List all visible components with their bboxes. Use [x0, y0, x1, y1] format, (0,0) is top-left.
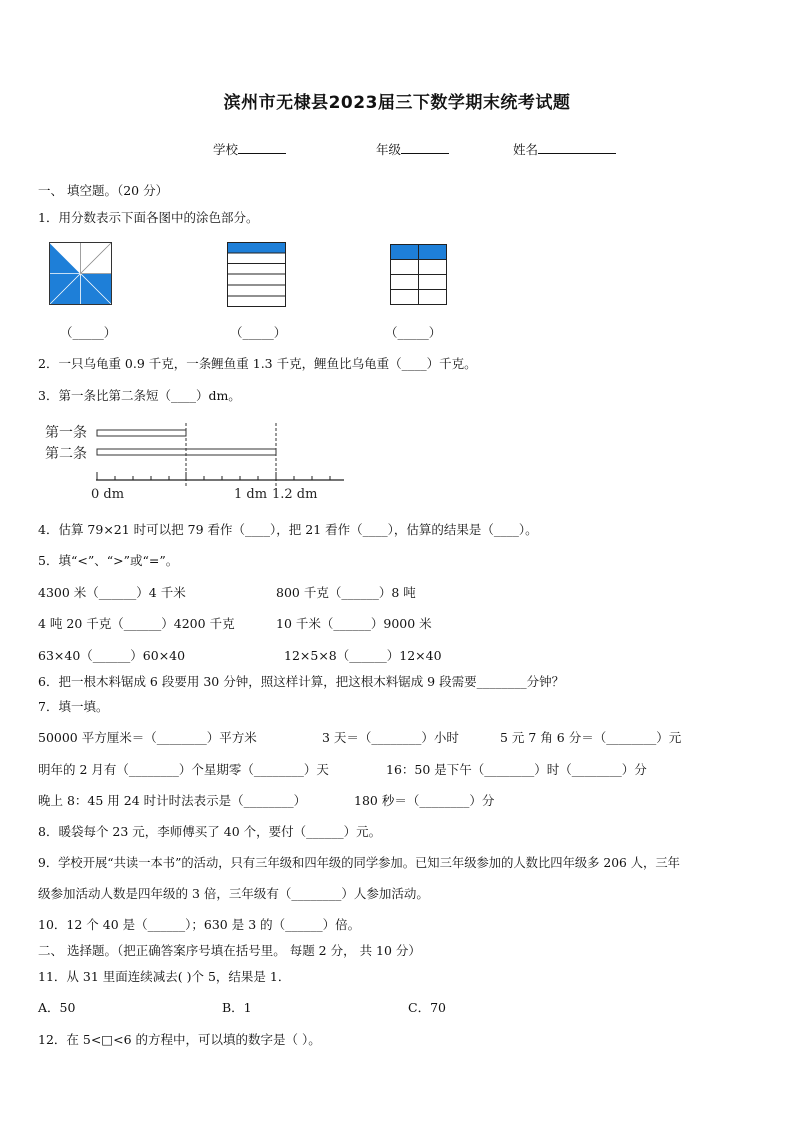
grade-blank — [401, 140, 449, 154]
question-6: 6．把一根木料锯成 6 段要用 30 分钟，照这样计算，把这根木料锯成 9 段需要________分钟？ — [38, 674, 565, 689]
tick-1-2dm: 1.2 dm — [272, 487, 318, 502]
question-7: 7．填一填。 — [38, 699, 109, 714]
name-label: 姓名 — [512, 142, 538, 157]
bar-first — [97, 430, 186, 436]
question-3: 3．第一条比第二条短（____）dm。 — [38, 388, 241, 403]
bar2-label: 第二条 — [45, 446, 87, 462]
question-10: 10．12 个 40 是（______）；630 是 3 的（______）倍。 — [38, 917, 361, 932]
q5-row1-right: 800 千克（______）8 吨 — [276, 585, 416, 600]
name-blank — [538, 140, 616, 154]
q1-figure-1 — [49, 242, 113, 306]
question-5: 5．填“<”、“>”或“=”。 — [38, 553, 179, 568]
question-1: 1．用分数表示下面各图中的涂色部分。 — [38, 210, 259, 225]
page-title: 滨州市无棣县2023届三下数学期末统考试题 — [223, 93, 571, 113]
q1-figure-3 — [390, 244, 448, 306]
q7-row1-b: 3 天＝（________）小时 — [322, 730, 459, 745]
q5-row3-left: 63×40（______）60×40 — [38, 648, 186, 663]
q7-row1-c: 5 元 7 角 6 分＝（________）元 — [500, 730, 682, 745]
question-9-line1: 9．学校开展“共读一本书”的活动，只有三年级和四年级的同学参加。已知三年级参加的人数比四年级多 206 人，三年 — [38, 856, 680, 870]
q7-row2-a: 明年的 2 月有（________）个星期零（________）天 — [38, 762, 329, 777]
q11-option-c: C．70 — [408, 1000, 446, 1015]
q3-bar-figure — [44, 418, 354, 508]
q5-row3-right: 12×5×8（______）12×40 — [284, 648, 442, 663]
shaded-row — [228, 243, 286, 253]
question-4: 4．估算 79×21 时可以把 79 看作（____），把 21 看作（____），估算的结果是（____）。 — [38, 522, 538, 537]
q7-row2-b: 16：50 是下午（________）时（________）分 — [386, 762, 647, 777]
q1-answer-3: （_____） — [385, 325, 442, 340]
q11-option-b: B．1 — [222, 1000, 252, 1015]
q5-row1-left: 4300 米（______）4 千米 — [38, 585, 186, 600]
q1-figure-2 — [227, 242, 287, 308]
tick-1dm: 1 dm — [234, 487, 268, 502]
section1-heading: 一、 填空题。（20 分） — [38, 183, 169, 198]
question-12: 12．在 5<□<6 的方程中，可以填的数字是（ ）。 — [38, 1032, 321, 1047]
question-11: 11．从 31 里面连续减去( )个 5，结果是 1． — [38, 969, 291, 984]
q1-answer-1: （_____） — [60, 325, 117, 340]
question-2: 2．一只乌龟重 0.9 千克，一条鲤鱼重 1.3 千克，鲤鱼比乌龟重（____）千克。 — [38, 356, 477, 371]
q7-row1-a: 50000 平方厘米＝（________）平方米 — [38, 730, 257, 745]
school-blank — [238, 140, 286, 154]
section2-heading: 二、 选择题。（把正确答案序号填在括号里。 每题 2 分， 共 10 分） — [38, 943, 421, 958]
school-label: 学校 — [213, 142, 239, 157]
tick-0dm: 0 dm — [91, 487, 125, 502]
question-8: 8．暖袋每个 23 元，李师傅买了 40 个，要付（______）元。 — [38, 824, 382, 839]
q5-row2-left: 4 吨 20 千克（______）4200 千克 — [38, 616, 235, 631]
q1-answer-2: （_____） — [230, 325, 287, 340]
q7-row3-a: 晚上 8：45 用 24 时计时法表示是（________） — [38, 793, 307, 808]
q7-row3-b: 180 秒＝（________）分 — [354, 793, 495, 808]
grade-label: 年级 — [375, 142, 401, 157]
student-info-row — [213, 140, 616, 158]
q5-row2-right: 10 千米（______）9000 米 — [276, 616, 432, 631]
question-9-line2: 级参加活动人数是四年级的 3 倍，三年级有（________）人参加活动。 — [38, 886, 429, 901]
bar1-label: 第一条 — [45, 425, 87, 441]
q11-option-a: A．50 — [38, 1000, 76, 1015]
